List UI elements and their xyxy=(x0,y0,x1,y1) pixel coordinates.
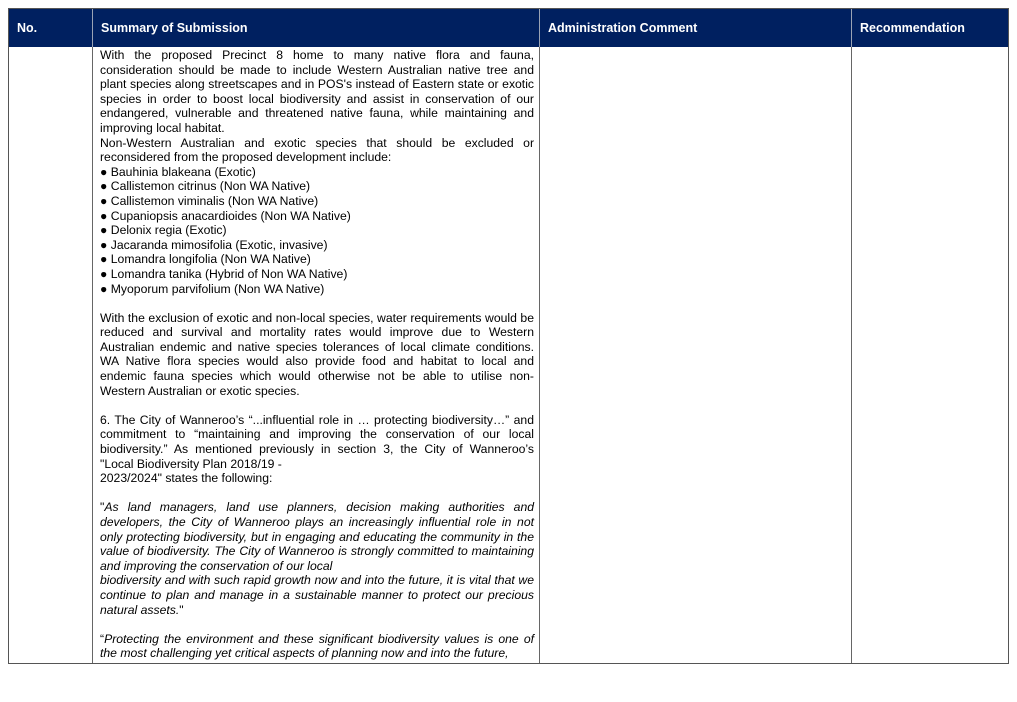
species-name: Bauhinia blakeana (Exotic) xyxy=(110,164,256,179)
summary-cell xyxy=(93,47,541,663)
quote-paragraph xyxy=(100,573,534,617)
header-summary: Summary of Submission xyxy=(93,9,540,47)
list-item xyxy=(100,252,534,267)
quote-text: biodiversity and with such rapid growth now and into the future, it is vital that we continue to plan and manage in a sustainable manner to protect our precious natural assets. xyxy=(100,573,534,617)
paragraph: Non-Western Australian and exotic species that should be excluded or reconsidered from the proposed development include: xyxy=(100,135,534,165)
bullet-icon: ● xyxy=(100,164,108,179)
quote-text: As land managers, land use planners, decision making authorities and developers, the City of Wanneroo plays an increasingly influential role in not only protecting biodiversity, but in engaging and educating the community in the value of biodiversity. The City of Wanneroo is strongly committed to maintaining and improving the conservation of our local xyxy=(100,500,534,573)
species-name: Cupaniopsis anacardioides (Non WA Native) xyxy=(110,208,351,223)
quote-mark: " xyxy=(100,500,105,515)
submission-table xyxy=(8,8,1009,664)
bullet-icon: ● xyxy=(100,208,108,223)
paragraph: 2023/2024" states the following: xyxy=(100,471,273,486)
paragraph: With the exclusion of exotic and non-local species, water requirements would be reduced and survival and mortality rates would improve due to Western Australian endemic and native species tolerances of local climate conditions. WA Native flora species would also provide food and habitat to local and endemic fauna species which would otherwise not be able to utilise non-Western Australian or exotic species. xyxy=(100,310,534,398)
bullet-icon: ● xyxy=(100,266,108,281)
bullet-icon: ● xyxy=(100,237,108,252)
list-item xyxy=(100,179,534,194)
bullet-icon: ● xyxy=(100,193,108,208)
list-item xyxy=(100,194,534,209)
list-item xyxy=(100,238,534,253)
quote-paragraph xyxy=(100,632,534,661)
quote-paragraph xyxy=(100,500,534,573)
list-item xyxy=(100,267,534,282)
quote-mark: " xyxy=(179,602,184,617)
list-item xyxy=(100,282,534,297)
bullet-icon: ● xyxy=(100,179,108,194)
paragraph: With the proposed Precinct 8 home to many native flora and fauna, consideration should be made to include Western Australian native tree and plant species along streetscapes and in POS's instead of Eastern state or exotic species in order to boost local biodiversity and assist in conservation of our endangered, vulnerable and threatened native fauna, while maintaining and improving local habitat. xyxy=(100,48,534,135)
bullet-icon: ● xyxy=(100,252,108,267)
species-name: Myoporum parvifolium (Non WA Native) xyxy=(110,281,325,296)
species-name: Callistemon citrinus (Non WA Native) xyxy=(110,179,311,194)
bullet-icon: ● xyxy=(100,223,108,238)
list-item xyxy=(100,223,534,238)
species-name: Delonix regia (Exotic) xyxy=(110,223,227,238)
header-recommendation: Recommendation xyxy=(860,21,965,35)
quote-mark: “ xyxy=(100,631,105,646)
species-name: Jacaranda mimosifolia (Exotic, invasive) xyxy=(110,237,328,252)
list-item xyxy=(100,165,534,180)
species-name: Lomandra tanika (Hybrid of Non WA Native) xyxy=(110,266,348,281)
header-admin-comment: Administration Comment xyxy=(540,9,852,47)
list-item xyxy=(100,209,534,224)
bullet-icon: ● xyxy=(100,281,108,296)
species-name: Callistemon viminalis (Non WA Native) xyxy=(110,193,319,208)
species-name: Lomandra longifolia (Non WA Native) xyxy=(110,252,311,267)
header-no: No. xyxy=(9,9,93,47)
species-list xyxy=(100,165,534,296)
paragraph: 6. The City of Wanneroo’s “...influential role in … protecting biodiversity…” and commitment to “maintaining and improving the conservation of our local biodiversity.” As mentioned previously in section 3, the City of Wanneroo’s "Local Biodiversity Plan 2018/19 - xyxy=(100,412,534,471)
quote-text: Protecting the environment and these significant biodiversity values is one of the most challenging yet critical aspects of planning now and into the future, xyxy=(100,631,534,661)
column-divider xyxy=(851,47,852,663)
table-header xyxy=(9,9,1008,47)
